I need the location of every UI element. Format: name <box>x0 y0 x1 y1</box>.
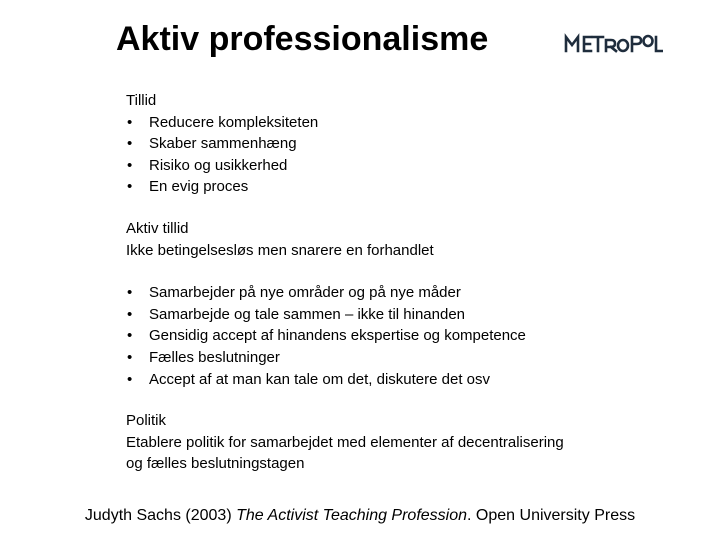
list-item <box>126 112 686 134</box>
section-heading-tillid: Tillid <box>126 92 157 109</box>
spacer <box>126 261 686 282</box>
bullet-icon: • <box>127 348 133 366</box>
section-subheading-aktiv-tillid: Ikke betingelsesløs men snarere en forhandlet <box>126 241 434 259</box>
list-item <box>126 133 686 155</box>
metropol-logo <box>563 30 663 60</box>
slide-content <box>126 90 686 495</box>
citation-author: Judyth Sachs (2003) <box>84 507 237 524</box>
list-item <box>126 155 686 177</box>
bullet-icon: • <box>127 156 133 174</box>
slide-title: Aktiv professionalisme <box>116 20 489 58</box>
list-item <box>126 304 686 326</box>
list-item <box>126 347 686 369</box>
section-tillid <box>126 90 686 198</box>
section-heading-politik: Politik <box>126 412 167 430</box>
list-item-text: Samarbejde og tale sammen – ikke til hinanden <box>149 305 466 323</box>
bullet-icon: • <box>127 284 133 302</box>
list-item-text: Samarbejder på nye områder og på nye måder <box>149 284 461 302</box>
list-item-text: Gensidig accept af hinandens ekspertise og kompetence <box>149 327 526 345</box>
list-item-text: Fælles beslutninger <box>149 348 280 366</box>
bullet-icon: • <box>127 178 133 196</box>
section-heading-aktiv-tillid: Aktiv tillid <box>126 219 189 237</box>
citation <box>0 507 720 525</box>
list-item-text: Risiko og usikkerhed <box>149 156 288 174</box>
list-item <box>126 369 686 391</box>
citation-publisher: . Open University Press <box>467 507 636 524</box>
list-item-text: Skaber sammenhæng <box>149 135 297 153</box>
list-item-text: En evig proces <box>149 178 249 196</box>
list-item <box>126 325 686 347</box>
politik-line: Etablere politik for samarbejdet med elementer af decentralisering <box>126 433 564 451</box>
bullet-list-aktiv-tillid <box>126 282 686 390</box>
list-item-text: Accept af at man kan tale om det, diskutere det osv <box>149 370 491 388</box>
politik-line: og fælles beslutningstagen <box>126 455 305 473</box>
list-item <box>126 176 686 198</box>
bullet-icon: • <box>127 305 133 323</box>
citation-work-title: The Activist Teaching Profession <box>236 507 468 524</box>
bullet-icon: • <box>127 113 133 131</box>
list-item-text: Reducere kompleksiteten <box>149 113 319 131</box>
section-aktiv-tillid <box>126 218 686 390</box>
section-politik <box>126 410 686 475</box>
bullet-icon: • <box>127 370 133 388</box>
bullet-icon: • <box>127 135 133 153</box>
bullet-list-tillid <box>126 112 686 198</box>
bullet-icon: • <box>127 327 133 345</box>
list-item <box>126 282 686 304</box>
